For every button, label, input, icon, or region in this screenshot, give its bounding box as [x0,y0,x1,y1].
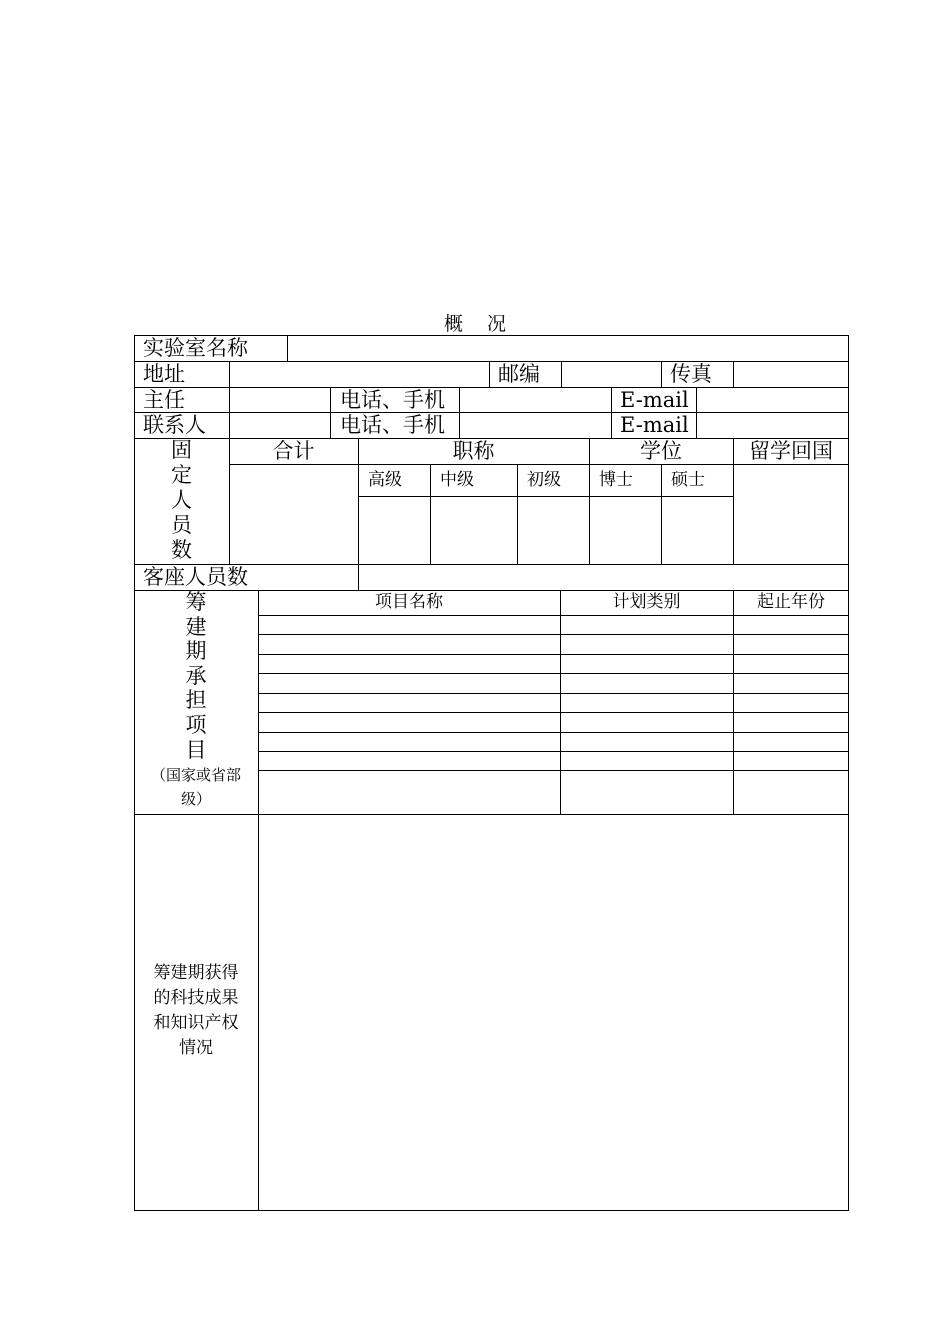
master-field[interactable] [662,497,732,563]
returnee-field[interactable] [734,465,848,563]
visiting-staff-field[interactable] [359,565,848,589]
contact-field[interactable] [230,413,329,437]
page-title [0,309,950,336]
phd-header: 博士 [599,470,633,490]
staff-total-field[interactable] [230,465,357,563]
project-name-header: 项目名称 [375,592,443,612]
postcode-label: 邮编 [498,362,540,386]
fax-field[interactable] [734,362,848,386]
director-phone-field[interactable] [460,388,610,411]
projects-note-line2: 级） [180,790,211,808]
address-label: 地址 [143,362,185,386]
title-part-2: 况 [487,313,507,335]
years-header: 起止年份 [757,592,825,612]
junior-field[interactable] [518,497,588,563]
director-label: 主任 [143,388,185,412]
intermediate-header: 中级 [440,470,474,490]
project-rows[interactable] [259,616,849,813]
contact-label: 联系人 [143,413,206,437]
phd-field[interactable] [590,497,660,563]
intermediate-field[interactable] [431,497,516,563]
fax-label: 传真 [670,362,712,386]
projects-note-line1: （国家或省部 [150,766,241,784]
director-field[interactable] [230,388,329,411]
overview-form [134,335,849,1211]
title-part-1: 概 [443,313,463,335]
achievements-label: 筹建期获得 的科技成果 和知识产权 情况 [153,963,239,1058]
contact-phone-field[interactable] [460,413,610,437]
projects-vertical-label: 筹 建 期 承 担 项 目 [185,590,207,762]
staff-vertical-label: 固 定 人 员 数 [171,438,192,562]
lab-name-field[interactable] [288,336,848,360]
address-field[interactable] [230,362,488,386]
senior-field[interactable] [359,497,429,563]
plan-category-header: 计划类别 [612,592,681,612]
staff-returnee-header: 留学回国 [749,439,833,463]
achievements-field[interactable] [259,815,848,1210]
postcode-field[interactable] [562,362,660,386]
director-email-field[interactable] [697,388,848,411]
lab-name-label: 实验室名称 [143,336,248,360]
staff-degree-header: 学位 [640,439,682,463]
staff-title-header: 职称 [452,439,495,463]
contact-phone-label: 电话、手机 [340,413,445,437]
visiting-staff-label: 客座人员数 [143,565,248,589]
director-phone-label: 电话、手机 [340,388,445,412]
contact-email-field[interactable] [697,413,848,437]
director-email-label: E-mail [620,388,689,412]
contact-email-label: E-mail [620,413,689,437]
senior-header: 高级 [368,470,402,490]
master-header: 硕士 [671,470,705,490]
junior-header: 初级 [527,470,561,490]
staff-total-header: 合计 [272,439,315,463]
